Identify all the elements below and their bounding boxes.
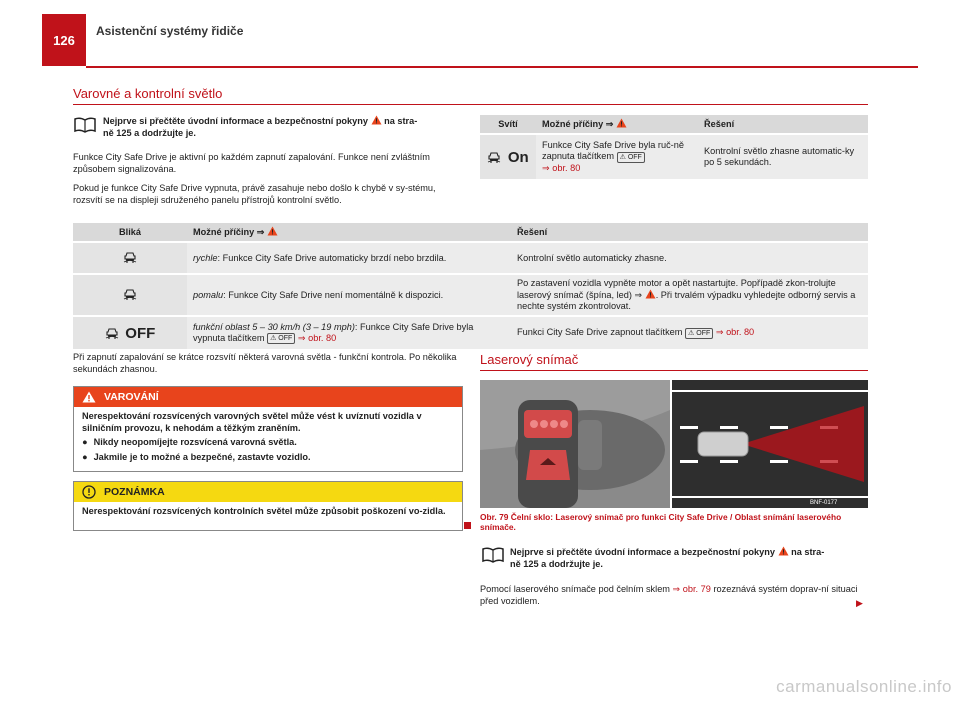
column-header-solution: Řešení xyxy=(511,223,868,242)
chapter-title: Asistenční systémy řidiče xyxy=(96,24,244,38)
section-title-laser-sensor: Laserový snímač xyxy=(480,352,579,367)
note-text: Nerespektování rozsvícených kontrolních světel může způsobit poškození vo-zidla. xyxy=(82,506,446,516)
warning-triangle-icon xyxy=(616,118,627,128)
paragraph-function-check: Při zapnutí zapalování se krátce rozsvítí některá varovná světla - funkční kontrola. Po několika sekundách zhasnou. xyxy=(73,352,457,374)
city-safe-drive-icon xyxy=(105,326,119,340)
figure-laser-sensor xyxy=(480,380,868,508)
indicator-cell xyxy=(73,242,187,274)
note-title: POZNÁMKA xyxy=(104,486,165,498)
watermark: carmanualsonline.info xyxy=(776,677,952,696)
cause-cell: rychle: Funkce City Safe Drive automaticky brzdí nebo brzdila. xyxy=(187,242,511,274)
city-safe-drive-icon xyxy=(487,150,501,164)
off-button-icon: ⚠ OFF xyxy=(617,152,645,163)
table-row xyxy=(73,274,868,316)
warning-body xyxy=(74,407,462,467)
warning-header xyxy=(74,387,462,407)
figure-link[interactable]: ⇒ obr. 80 xyxy=(542,162,581,173)
solution-cell: Funkci City Safe Drive zapnout tlačítkem ⚠ OFF ⇒ obr. 80 xyxy=(511,316,868,349)
paragraph-laser-sensor: Pomocí laserového snímače pod čelním sklem ⇒ obr. 79 rozeznává systém doprav-ní situaci před vozidlem. xyxy=(480,584,858,606)
end-marker xyxy=(464,522,471,529)
column-header-blika: Bliká xyxy=(73,223,187,242)
section-title-warning-lights: Varovné a kontrolní světlo xyxy=(73,86,223,101)
list-item: ● Nikdy neopomíjejte rozsvícená varovná světla. xyxy=(82,437,297,447)
off-button-icon: ⚠ OFF xyxy=(685,328,713,339)
indicator-off-text: OFF xyxy=(125,324,156,342)
note-box xyxy=(73,481,463,531)
solution-cell: Kontrolní světlo automaticky zhasne. xyxy=(511,242,868,274)
figure-link[interactable]: ⇒ obr. 80 xyxy=(715,327,755,338)
figure-link[interactable]: ⇒ obr. 79 xyxy=(672,584,711,594)
intro-notice: Nejprve si přečtěte úvodní informace a bezpečnostní pokyny na stra- ně 125 a dodržujte je. xyxy=(510,547,825,569)
warning-triangle-icon xyxy=(778,546,789,556)
warning-text: Nerespektování rozsvícených varovných světel může vést k uvíznutí vozidla v silničním provozu, k nehodám a těžkým zraněním. xyxy=(82,411,422,433)
warning-triangle-icon xyxy=(371,115,382,125)
off-button-icon: ⚠ OFF xyxy=(267,333,295,344)
section-rule xyxy=(480,370,868,371)
column-header-causes: Možné příčiny ⇒ xyxy=(536,115,698,134)
continue-arrow-icon: ▶ xyxy=(856,598,863,608)
column-header-solution: Řešení xyxy=(698,115,868,134)
city-safe-drive-icon xyxy=(123,250,137,264)
list-item: ● Jakmile je to možné a bezpečné, zastavte vozidlo. xyxy=(82,451,311,462)
cause-cell: Funkce City Safe Drive byla ruč-ně zapnuta tlačítkem ⚠ OFF ⇒ obr. 80 xyxy=(536,134,698,179)
solution-cell: Kontrolní světlo zhasne automatic-ky po 5 sekundách. xyxy=(698,134,868,179)
cause-cell: pomalu: Funkce City Safe Drive není momentálně k dispozici. xyxy=(187,274,511,316)
open-book-icon xyxy=(482,547,504,563)
warning-box xyxy=(73,386,463,472)
paragraph-indicator: Pokud je funkce City Safe Drive vypnuta, právě zasahuje nebo došlo k chybě v sy-stému, rozsvítí se na displeji sdruženého panelu přístrojů kontrolní světlo. xyxy=(73,183,436,205)
warning-triangle-icon xyxy=(645,289,656,299)
table-row xyxy=(73,316,868,349)
table-row xyxy=(480,134,868,179)
figure-link[interactable]: ⇒ obr. 80 xyxy=(297,332,337,343)
indicator-cell xyxy=(73,316,187,349)
warning-triangle-icon xyxy=(82,391,96,403)
laser-sensor-illustration xyxy=(480,380,868,508)
section-rule xyxy=(73,104,868,105)
figure-caption: Obr. 79 Čelní sklo: Laserový snímač pro funkci City Safe Drive / Oblast snímání laserového snímače. xyxy=(480,512,842,532)
indicator-cell xyxy=(73,274,187,316)
paragraph-activation: Funkce City Safe Drive je aktivní po každém zapnutí zapalování. Funkce není zvláštním způsobem signalizována. xyxy=(73,152,430,174)
open-book-icon xyxy=(74,117,96,133)
table-blika xyxy=(73,223,868,349)
intro-notice: Nejprve si přečtěte úvodní informace a bezpečnostní pokyny na stra- ně 125 a dodržujte je. xyxy=(103,116,418,138)
indicator-cell xyxy=(480,134,536,179)
column-header-causes: Možné příčiny ⇒ xyxy=(187,223,511,242)
solution-cell: Po zastavení vozidla vypněte motor a opět nastartujte. Popřípadě zkon-trolujte laserový snímač (špína, led) ⇒ . Při trvalém výpadku vyhledejte odborný servis a nechte systém zkontrolovat. xyxy=(511,274,868,316)
exclamation-circle-icon xyxy=(82,485,96,499)
table-sviti xyxy=(480,115,868,179)
note-header xyxy=(74,482,462,502)
table-row xyxy=(73,242,868,274)
indicator-on-text: On xyxy=(507,148,529,166)
page-number: 126 xyxy=(42,14,86,66)
cause-cell: funkční oblast 5 – 30 km/h (3 – 19 mph): Funkce City Safe Drive byla vypnuta tlačítkem ⚠ OFF ⇒ obr. 80 xyxy=(187,316,511,349)
city-safe-drive-icon xyxy=(123,287,137,301)
warning-title: VAROVÁNÍ xyxy=(104,391,159,403)
figure-code: BNF-0177 xyxy=(810,500,838,506)
column-header-sviti: Svítí xyxy=(480,115,536,134)
header-rule xyxy=(86,66,918,68)
warning-triangle-icon xyxy=(267,226,278,236)
